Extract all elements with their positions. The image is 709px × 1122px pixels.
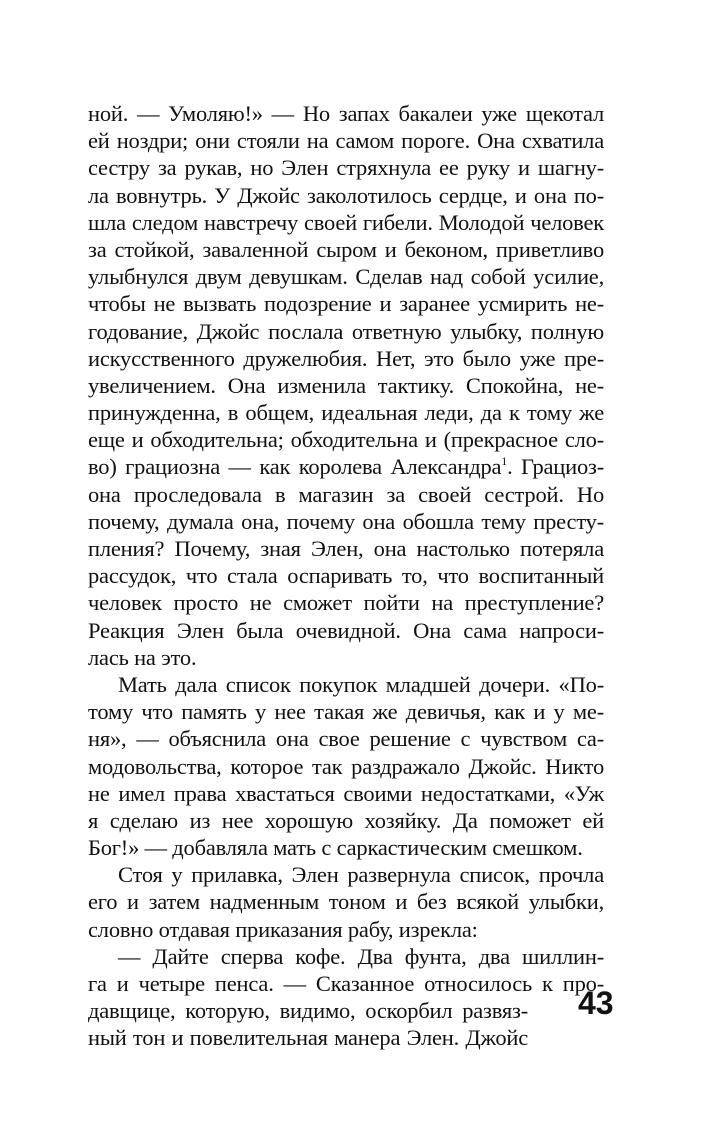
text-line: рассудок, что стала оспаривать то, что воспитанный bbox=[88, 563, 604, 589]
text-line: шла следом навстречу своей гибели. Молодой человек bbox=[88, 209, 604, 235]
text-line: ла вовнутрь. У Джойс заколотилось сердце, и она по- bbox=[88, 182, 604, 208]
text-line: человек просто не сможет пойти на преступление? bbox=[88, 590, 604, 616]
text-segment: во) грациозна — как королева Александра bbox=[88, 454, 502, 480]
text-line: ня», — объяснила она свое решение с чувством са- bbox=[88, 726, 604, 752]
text-line: я сделаю из нее хорошую хозяйку. Да поможет ей bbox=[88, 807, 604, 833]
text-line: сестру за рукав, но Элен стряхнула ее руку и шагну- bbox=[88, 155, 604, 181]
text-line: искусственного дружелюбия. Нет, это было уже пре- bbox=[88, 345, 604, 371]
text-line-with-footnote bbox=[88, 453, 604, 480]
text-line: ей ноздри; они стояли на самом пороге. Она схватила bbox=[88, 128, 604, 154]
text-line: улыбнулся двум девушкам. Сделав над собой усилие, bbox=[88, 264, 604, 290]
paragraph-first-line: Мать дала список покупок младшей дочери. «По- bbox=[118, 671, 604, 697]
paragraph-end-line: словно отдавая приказания рабу, изрекла: bbox=[88, 916, 478, 942]
text-line: его и затем надменным тоном и без всякой улыбки, bbox=[88, 889, 604, 915]
body-text bbox=[88, 100, 604, 1052]
text-line: почему, думала она, почему она обошла тему престу- bbox=[88, 508, 604, 534]
paragraph-end-line: Бог!» — добавляла мать с саркастическим смешком. bbox=[88, 835, 583, 861]
paragraph-first-line: Стоя у прилавка, Элен развернула список, прочла bbox=[118, 862, 604, 888]
text-line: пления? Почему, зная Элен, она настолько потеряла bbox=[88, 536, 604, 561]
text-line: ный тон и повелительная манера Элен. Джойс bbox=[88, 1025, 528, 1051]
page-number: 43 bbox=[578, 985, 614, 1021]
text-line: га и четыре пенса. — Сказанное относилось к про- bbox=[88, 971, 604, 996]
text-line: модовольства, которое так раздражало Джойс. Никто bbox=[88, 753, 604, 779]
paragraph-end-line: лась на это. bbox=[88, 644, 197, 670]
text-line: не имел права хвастаться своими недостатками, «Уж bbox=[88, 780, 604, 806]
text-line: принужденна, в общем, идеальная леди, да к тому же bbox=[88, 400, 604, 426]
text-line: тому что память у нее такая же девичья, как и у ме- bbox=[88, 699, 604, 725]
text-line: Реакция Элен была очевидной. Она сама напроси- bbox=[88, 617, 604, 643]
text-line: увеличением. Она изменила тактику. Спокойна, не- bbox=[88, 372, 604, 398]
text-line: чтобы не вызвать подозрение и заранее усмирить не- bbox=[88, 291, 604, 317]
text-segment: . Грациоз- bbox=[507, 454, 604, 480]
text-line: ной. — Умоляю!» — Но запах бакалеи уже щекотал bbox=[88, 101, 604, 126]
footnote-marker[interactable]: 1 bbox=[501, 454, 508, 469]
text-line: еще и обходительна; обходительна и (прекрасное сло- bbox=[88, 427, 604, 453]
paragraph-first-line: — Дайте сперва кофе. Два фунта, два шиллин- bbox=[118, 943, 604, 969]
text-line: за стойкой, заваленной сыром и беконом, приветливо bbox=[88, 236, 604, 262]
text-line: она проследовала в магазин за своей сестрой. Но bbox=[88, 481, 604, 507]
text-line: давщице, которую, видимо, оскорбил развяз- bbox=[88, 998, 528, 1024]
text-line: годование, Джойс послала ответную улыбку, полную bbox=[88, 318, 604, 344]
